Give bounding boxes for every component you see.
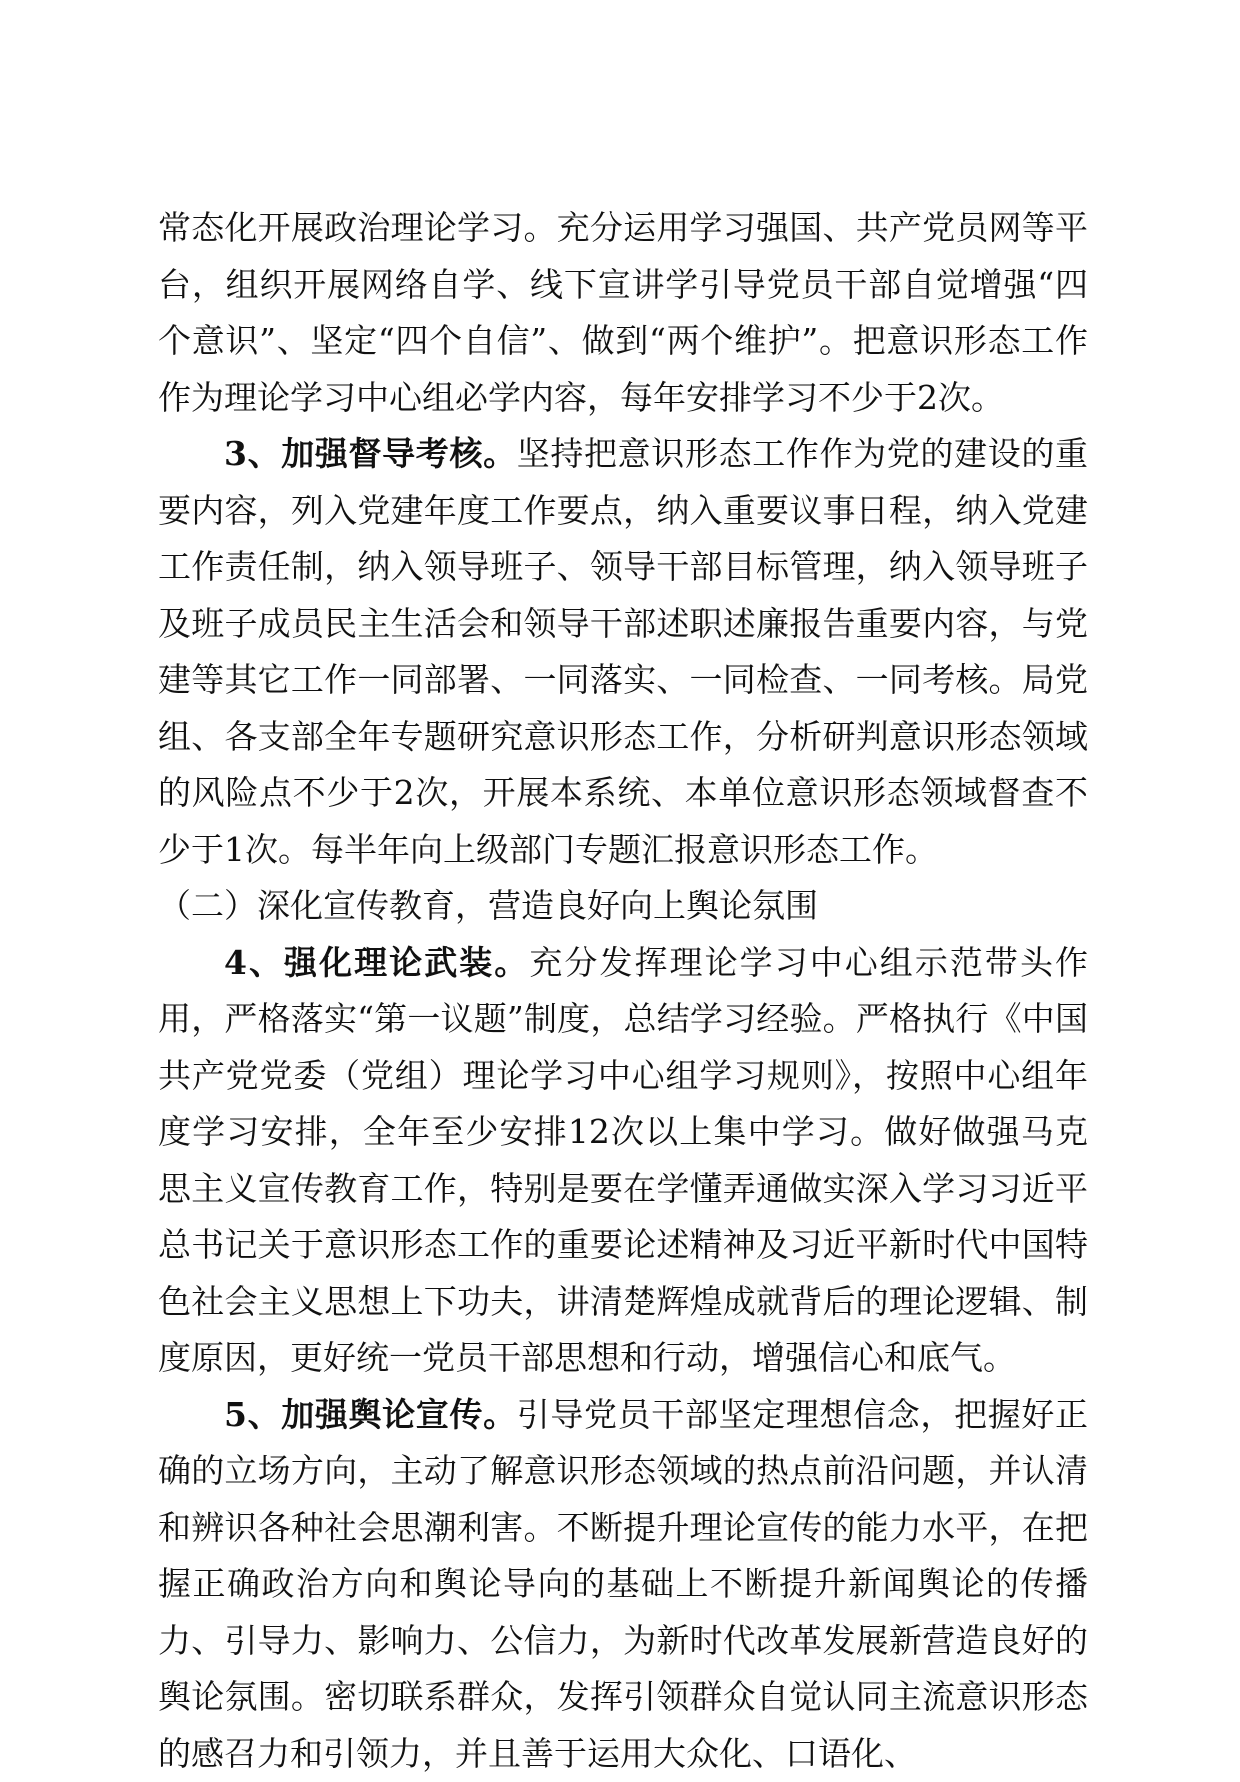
paragraph-supervision-assessment (158, 426, 1088, 878)
paragraph-public-opinion (158, 1387, 1088, 1782)
paragraph-lead-heading: 5、加强舆论宣传。 (224, 1395, 517, 1434)
paragraph-body-text: 充分发挥理论学习中心组示范带头作用，严格落实“第一议题”制度，总结学习经验。严格执行《中国共产党党委（党组）理论学习中心组学习规则》，按照中心组年度学习安排，全年至少安排12次以上集中学习。做好做强马克思主义宣传教育工作，特别是要在学懂弄通做实深入学习习近平总书记关于意识形态工作的重要论述精神及习近平新时代中国特色社会主义思想上下功夫，讲清楚辉煌成就背后的理论逻辑、制度原因，更好统一党员干部思想和行动，增强信心和底气。 (158, 943, 1088, 1378)
paragraph-theory-armament (158, 935, 1088, 1387)
paragraph-body-text: 坚持把意识形态工作作为党的建设的重要内容，列入党建年度工作要点，纳入重要议事日程，纳入党建工作责任制，纳入领导班子、领导干部目标管理，纳入领导班子及班子成员民主生活会和领导干部述职述廉报告重要内容，与党建等其它工作一同部署、一同落实、一同检查、一同考核。局党组、各支部全年专题研究意识形态工作，分析研判意识形态领域的风险点不少于2次，开展本系统、本单位意识形态领域督查不少于1次。每半年向上级部门专题汇报意识形态工作。 (158, 434, 1088, 869)
paragraph-lead-heading: 3、加强督导考核。 (224, 434, 517, 473)
paragraph-lead-heading: 4、强化理论武装。 (224, 943, 529, 982)
section-heading: （二）深化宣传教育，营造良好向上舆论氛围 (158, 878, 1088, 935)
paragraph-body-text: 引导党员干部坚定理想信念，把握好正确的立场方向，主动了解意识形态领域的热点前沿问题，并认清和辨识各种社会思潮利害。不断提升理论宣传的能力水平，在把握正确政治方向和舆论导向的基础上不断提升新闻舆论的传播力、引导力、影响力、公信力，为新时代改革发展新营造良好的舆论氛围。密切联系群众，发挥引领群众自觉认同主流意识形态的感召力和引领力，并且善于运用大众化、口语化、 (158, 1395, 1088, 1773)
paragraph-continuation: 常态化开展政治理论学习。充分运用学习强国、共产党员网等平台，组织开展网络自学、线下宣讲学引导党员干部自觉增强“四个意识”、坚定“四个自信”、做到“两个维护”。把意识形态工作作为理论学习中心组必学内容，每年安排学习不少于2次。 (158, 200, 1088, 426)
document-body (158, 200, 1088, 1782)
